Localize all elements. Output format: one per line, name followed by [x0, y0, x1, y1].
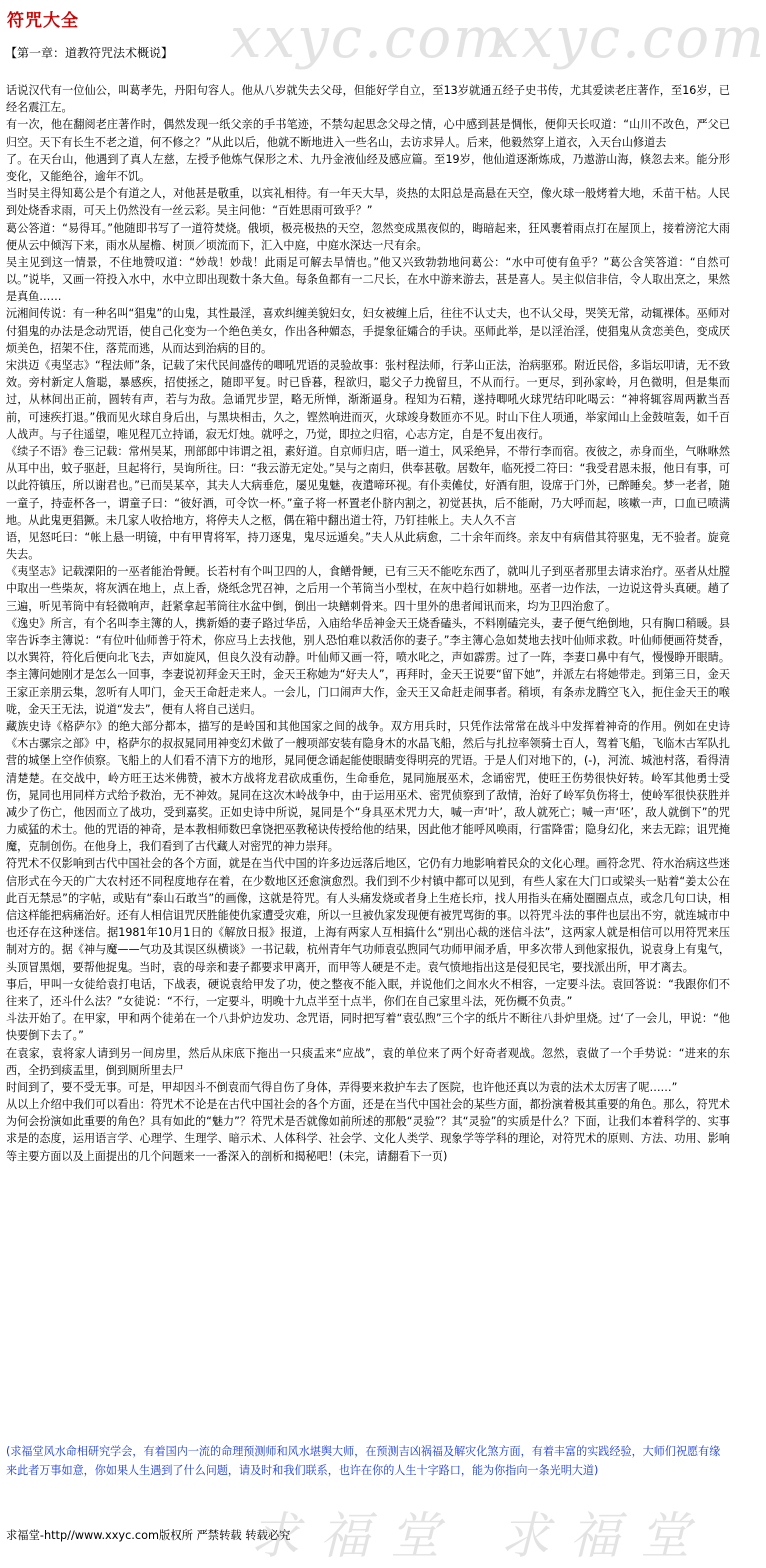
- promo-notice: (求福堂风水命相研究学会，有着国内一流的命理预测师和风水堪舆大师，在预测吉凶祸福及解灾化煞方面，有着丰富的实践经验，大师们祝愿有缘来此者万事如意，你如果人生遇到了什么问题，请及时和我们联系，也许在你的人生十字路口，能为你指向一条光明大道): [6, 1445, 721, 1477]
- paragraph: 沅湘间传说：有一种名叫“猖鬼”的山鬼，其性最淫，喜欢纠缠美貌妇女，妇女被缠上后，往往不认丈夫，也不认父母，哭笑无常，动辄裸体。巫师对付猖鬼的办法是念动咒语，使自己化变为一个绝色美女，作出各种媚态，手提象征孀合的手诀。巫师此举，是以淫治淫，使猖鬼从贪恋美色，变成厌烦美色，招架不住，落荒而逃，从而达到治病的目的。: [6, 307, 730, 355]
- paragraph: 葛公答道：“易得耳。”他随即书写了一道符焚烧。俄顷，极亮极热的天空，忽然变成黑夜似的，晦暗起来，狂风裹着雨点打在屋顶上，接着滂沱大雨便从云中倾泻下来，雨水从屋檐、树顶／顷流而下，汇入中庭，中庭水深达一尺有余。: [6, 221, 730, 252]
- watermark-bottom-left: 求 福 堂: [250, 1507, 442, 1565]
- paragraph: 从以上介绍中我们可以看出：符咒术不论是在古代中国社会的各个方面，还是在当代中国社会的某些方面，都扮演着极其重要的角色。那么，符咒术为何会扮演如此重要的角色？具有如此的“魅力”？符咒术是否就像如前所述的那般“灵验”？其“灵验”的实质是什么？下面，让我们本着科学的、实事求是的态度，运用语言学、心理学、生理学、暗示术、人体科学、社会学、文化人类学、现象学等学科的理论，对符咒术的原则、方法、功用、影响等主要方面以及上面提出的几个问题来一一番深入的剖析和揭秘吧！(未完，请翻看下一页): [6, 1098, 730, 1163]
- paragraph: 《逸史》所言，有个名叫李主簿的人，携新婚的妻子路过华岳，入庙给华岳神金天王烧香磕头，不料刚磕完头，妻子便气绝倒地，只有胸口稍暖。县宰告诉李主簿说：“有位叶仙师善于符术，你应马上去找他，别人恐怕难以救活你的妻子。”李主簿心急如焚地去找叶仙师求救。叶仙师便画符焚香，以水巽符，符化后便向北飞去，声如旋风，但良久没有动静。叶仙师又画一符，喷水叱之，声如霹雳。过了一阵，李妻口鼻中有气，慢慢睁开眼睛。李主簿问她刚才是怎么一回事，李妻说初拜金天王时，金天王称她为“好夫人”，再拜时，金天王说要“留下她”，并派左右将她带走。到第三日，金天王家正亲朋云集，忽听有人叩门，金天王命赶走来人。一会儿，门口闹声大作，金天王又命赶走闹事者。稍顷，有条赤龙腾空飞入，扼住金天王的喉咙，金天王无法，说道“发去”，便有人将自己送归。: [6, 616, 730, 716]
- paragraph: 符咒术不仅影响到古代中国社会的各个方面，就是在当代中国的许多边远落后地区，它仍有力地影响着民众的文化心理。画符念咒、符水治病这些迷信形式在今天的广大农村还不同程度地存在着，在少数地区还愈演愈烈。我们到不少村镇中都可以见到，有些人家在大门口或梁头一贴着“姜太公在此百无禁忌”的字帖，或贴有“泰山石敢当”的画像，这就是符咒。有人头痛发烧或者身上生疮长疖，找人用指头在痛处圈圈点点，或念几句口诀，相信这样能把病痛治好。还有人相信诅咒厌胜能使仇家遭受灾难，所以一旦被仇家发现便有被咒骂街的事。以符咒斗法的事件也层出不穷，就连城市中也还存在这种迷信。据1981年10月1日的《解放日报》报道，上海有两家人互相搞什么“别出心裁的迷信斗法”，这两家人就是相信可以用符咒来压制对方的。据《神与魔——气功及其误区纵横谈》一书记载，杭州青年气功师袁弘煦同气功师甲闹矛盾，甲多次带人到他家报仇，说袁身上有鬼气，头顶冒黑烟，要帮他捉鬼。当时，袁的母亲和妻子都要求甲离开，而甲等人硬是不走。袁气愤地指出这是侵犯民宅，要找派出所，甲才离去。: [6, 857, 730, 974]
- article-body: [6, 82, 730, 1165]
- paragraph: 《续子不语》卷三记载：常州吴某，刑部郎中讳谓之祖，素好道。自京师归店，晤一道士，风采绝异，不带行李而宿。夜彼之，赤身而坐，气咻咻然从耳中出，蚊子驱赶，旦起将行，吴询所往。曰：“我云游无定处。”吴与之南归，供奉甚敬。居数年，临死授二符曰：“我受君恩未报，他日有事，可以此符镇压，所以谢君也。”已而吴某卒，其夫人大病垂危，屡见鬼魅，夜遣啼环视。有仆卖傩仗，好酒有胆，设席于门外，已醉睡矣。梦一老者，随一童子，持壶杯各一，谓童子曰：“彼好酒，可令饮一杯。”童子将一杯置老仆脐内割之，初觉甚执，后不能耐，乃大呼而起，咳嗽一声，口血已喷满地。从此鬼更猖獗。未几家人收拾地方，将停夫人之柩，偶在箱中翻出道士符，乃钉挂帐上。夫人久不言: [6, 444, 730, 527]
- paragraph: 吴主见到这一情景，不住地赞叹道：“妙哉！妙哉！此雨足可解去旱情也。”他又兴致勃勃地问葛公：“水中可使有鱼乎？”葛公含笑答道：“自然可以。”说毕，又画一符投入水中，水中立即出现数十条大鱼。每条鱼都有一二尺长，在水中游来游去，甚是喜人。吴主似信非信，令人取出烹之，果然是真鱼……: [6, 255, 730, 304]
- paragraph: 当时吴主得知葛公是个有道之人，对他甚是敬重，以宾礼相待。有一年天大旱，炎热的太阳总是高悬在天空，像火球一般烤着大地，禾苗干枯。人民到处烧香求雨，可天上仍然没有一丝云彩。吴主问他：“百姓思雨可致乎？”: [6, 187, 730, 218]
- copyright-footer: 求福堂-http//www.xxyc.com版权所 严禁转载 转载必究: [6, 1529, 291, 1542]
- paragraph: 斗法开始了。在甲家，甲和两个徒弟在一个八卦炉边发功、念咒语，同时把写着“袁弘煦”三个字的纸片不断往八卦炉里烧。过‘了一会儿，甲说：“他快要倒下去了。”: [6, 1012, 730, 1043]
- paragraph: 语，见怒吒曰：“帐上悬一明镜，中有甲冑将军，持刀逐鬼，鬼尽远遁矣。”夫人从此病愈，二十余年而终。亲友中有病借其符驱鬼，无不验者。旋竟失去。: [6, 530, 730, 562]
- page-title: 符咒大全: [7, 11, 79, 31]
- watermark-top-right: xxyc.com: [488, 6, 766, 71]
- paragraph: 宋洪迈《夷坚志》“程法师”条，记载了宋代民间盛传的唧吼咒语的灵验故事：张村程法师，行茅山正法，治病驱邪。附近民俗，多诣坛叩请，无不致效。旁村新定人詹聪，暴感疾，招使拯之，随即平复。时已昏暮，程欲归，聪父子力挽留旦，不从而行。一更尽，到孙家岭，月色微明，但是集而过，从林间出正前，圆转有声，若与为敌。急诵咒步罡，略无所惮，渐渐逼身。程知为石精，遂持唧吼火球咒结印叱喝云：“神将辄容周两歉当吾前，可速疾打退。”俄而见火球自身后出，与黑块相击，久之，铿然响进而灭，火球竣身数匝亦不见。时山下住人项通，举家闻山上金鼓喧轰，如千百人战声。与子往遥望，唯见程兀立持诵，寂无灯烛。就呼之，乃觉，即拉之归宿，心志方定，自是不复出夜行。: [6, 359, 730, 441]
- paragraph: 时间到了，要不受无事。可是，甲却因斗不倒袁而气得自伤了身体，弄得要来救护车去了医院，也许他还真以为袁的法术太厉害了呢……”: [6, 1080, 678, 1094]
- paragraph: 在袁家，袁将家人请到另一间房里，然后从床底下拖出一只痰盂来“应战”，袁的单位来了两个好奇者观战。忽然，袁做了一个手势说：“进来的东西，全扔到痰盂里，倒到厕所里去尸: [6, 1046, 730, 1077]
- paragraph: 有一次，他在翻阅老庄著作时，偶然发现一纸父亲的手书笔迹，不禁勾起思念父母之情，心中感到甚是惆怅，便仰天长叹道：“山川不改色，严父已归空。天下有长生不老之道，何不修之？”从此以后，他就不断地进入一些名山，去访求异人。后来，他毅然穿上道衣，入天台山修道去: [6, 118, 730, 149]
- watermark-bottom-right: 求 福 堂: [500, 1507, 692, 1565]
- paragraph: 了。在天台山，他遇到了真人左慈，左授予他炼气保形之术、九丹金液仙经及感应篇。至19岁，他仙道逐渐炼成，乃遨游山海，倏忽去来。能分形变化，又能绝谷，逾年不饥。: [6, 152, 730, 183]
- paragraph: 事后，甲叫一女徒给袁打电话，下战表，硬说袁给甲发了功，使之整夜不能入眠，并说他们之间水火不相容，一定要斗法。袁回答说：“我跟你们不往来了，还斗什么法？”女徒说：“不行，一定要斗，明晚十九点半至十点半，你们在自己家里斗法，死伤概不负责。”: [6, 977, 730, 1008]
- chapter-heading: 【第一章：道教符咒法术概说】: [5, 46, 174, 60]
- paragraph: 《夷坚志》记载溧阳的一巫者能治骨鲠。长若村有个叫卫四的人，食鳝骨鲠，已有三天不能吃东西了，就叫儿子到巫者那里去请求治疗。巫者从灶膛中取出一些柴灰，将灰洒在地上，点上香，烧纸念咒召神，之后用一个苇筒当小型杖，在灰中趋行如耕地。巫者一边作法，一边说这骨头真硬。趟了三遍，听见苇筒中有轻微响声，赶紧拿起苇筒往水盆中倒，倒出一块鳝刺骨来。四十里外的患者闻讯而来，均为卫四治愈了。: [6, 565, 730, 613]
- paragraph: 话说汉代有一位仙公，叫葛孝先，丹阳句容人。他从八岁就失去父母，但能好学自立，至13岁就通五经子史书传，尤其爱读老庄著作，至16岁，已经名震江左。: [6, 84, 730, 115]
- watermark-top-left: xxyc.com: [230, 6, 509, 71]
- paragraph: 藏族史诗《格萨尔》的绝大部分都本，描写的是岭国和其他国家之间的战争。双方用兵时，只凭作法常常在战斗中发挥着神奇的作用。例如在史诗《木古骡宗之部》中，格萨尔的叔叔晁同用神变幻术做了一艘项部安装有隐身木的水晶飞船，然后与扎拉率领骑士百人，驾着飞船，飞临木古军队扎营的城堡上空作侦察。飞船上的人们看不清下方的地形，晁同便念诵起能使眼睛变得明亮的咒语。于是人们对地下的，(-)，河流、城池村落，看得清清楚楚。在交战中，岭方旺王达米佛赞，被木方战将龙君砍成重伤，生命垂危，晁同施展巫术，念诵密咒，使旺王伤势很快好转。岭军其他勇士受伤，晁同也用同样方式给予救治，无不神效。晁同在这次木岭战争中，由于运用巫术、密咒侦察到了敌情，治好了岭军负伤将士，使岭军很快获胜并减少了伤亡，他因而立了战功，受到嘉奖。正如史诗中所说，晁同是个“身具巫术咒力大，喊一声‘叶’，敌人就死亡；喊一声‘呸’，敌人就倒下”的咒力威猛的术士。他的咒语的神奇，是本教相师数巴拿饶把巫教秘诀传授给他的结果，因此他才能呼风唤雨，行雷降雷；隐身幻化，来去无踪；诅咒掩魔，克制创伤。在他身上，我们看到了古代藏人对密咒的神力崇拜。: [6, 719, 730, 854]
